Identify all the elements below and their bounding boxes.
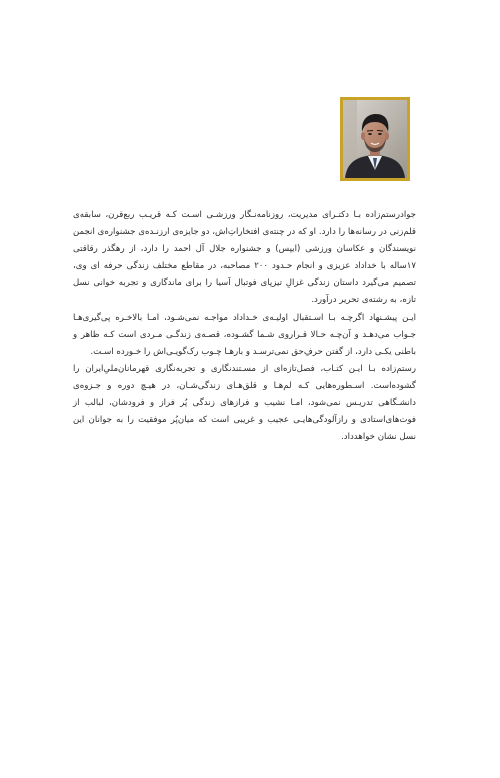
bio-paragraph-3: رستم‌زاده بـا ایـن کتـاب، فصل‌تازه‌ای از مسـتندنگاری و تجربه‌نگاری قهرمانان‌ملیِ‌ایران را گشوده‌است. اسـطوره‌هایی کـه لم‌هـا و قلق‌هـای زندگی‌شـان، در هیـچ دوره و جـزوه‌ی دانشـگاهی تدریـس نمی‌شود، امـا نشیب و فرازهای زندگی پُر فراز و فرودشان، لبالب از فوت‌های‌استادی و رازآلودگی‌هایـی عجیب و غریبی است که میان‌پُر موفقیت را به جوانان این نسل نشان خواهدداد. [73, 363, 416, 443]
bio-paragraph-1: جوادرستم‌زاده بـا دکتـرای مدیریت، روزنامه‌نـگار ورزشـی اسـت کـه قریـب ربع‌قرن، سابقه‌ی قلم‌زنی در رسانه‌ها را دارد. او که در چنته‌ی افتخاراتِ‌اش، دو جایزه‌ی ارزنـده‌ی جشنواره‌ی انجمن نویسندگان و عکاسان ورزشی (ایپس) و جشنواره جلال آل احمد را دارد، از رهگذر رقاقتی ۱۷ساله با خداداد عزیزی و انجام حـدود ۲۰۰ مصاحبه، در مقاطع مختلف زندگی حرفه‌ ای وی، تصمیم می‌گیرد داستان زندگی غزالِ تیزپای فوتبال آسیا را برای ماندگاری و تجربه‌ خوانی نسل تازه، به رشته‌ی تحریر درآورد. [73, 210, 416, 306]
author-portrait-image [343, 100, 407, 178]
author-photo [340, 97, 410, 181]
author-bio [73, 207, 416, 446]
bio-paragraph-2: ایـن پیشـنهاد اگرچـه بـا اسـتقبال اولیـه‌ی خـداداد مواجـه نمی‌شـود، امـا بالاخـره پی‌گیری‌هـا جـواب می‌دهـد و آن‌چـه حـالا قـراروی شـما گشـوده، قصـه‌ی زندگـی مـردی است کـه ظاهر و باطنی یکـی دارد، از گفتن حرفِ‌حق نمی‌ترسـد و بارهـا چـوب رک‌گویـی‌اش را خـورده اسـت. [73, 312, 416, 357]
